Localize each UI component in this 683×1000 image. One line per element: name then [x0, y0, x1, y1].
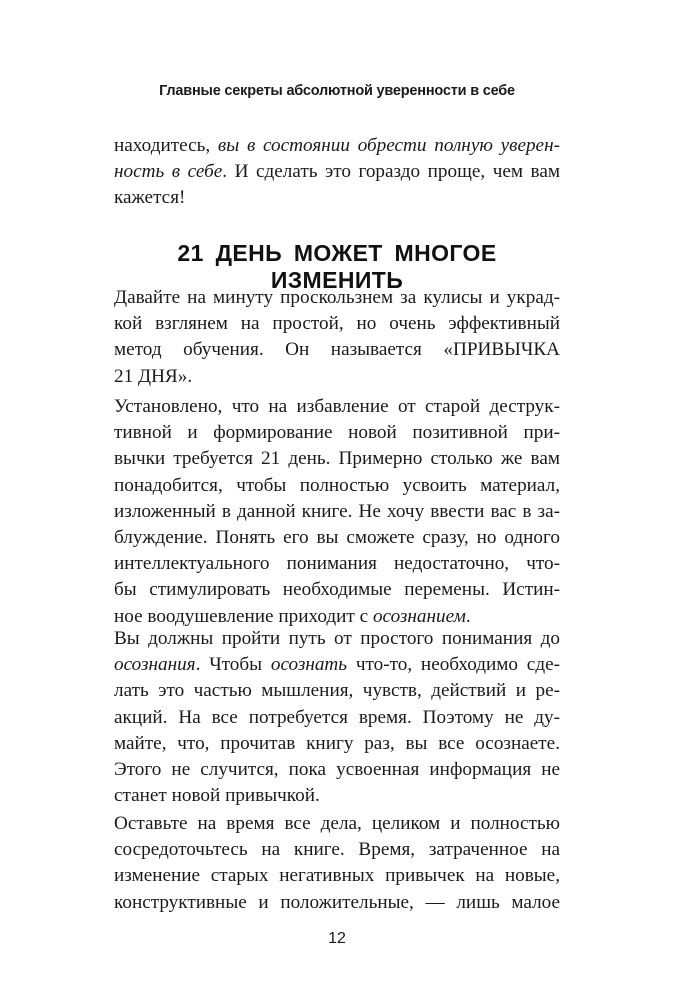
page-number: 12: [328, 930, 346, 947]
paragraph-line: вычки требуется 21 день. Примерно столько же вам: [114, 448, 560, 470]
intro-line-2: ность в себе. И сделать это гораздо проще, чем вам: [114, 161, 560, 183]
paragraph-line: тивной и формирование новой позитивной при-: [114, 422, 560, 444]
intro-paragraph: [114, 133, 560, 212]
section-heading: 21 ДЕНЬ МОЖЕТ МНОГОЕ ИЗМЕНИТЬ: [177, 240, 497, 293]
paragraph-line: бы стимулировать необходимые перемены. Истин-: [114, 579, 560, 601]
paragraph-line: Оставьте на время все дела, целиком и полностью: [114, 813, 560, 834]
intro-line-3: кажется!: [114, 187, 186, 209]
paragraph-line: интеллектуального понимания недостаточно, что-: [114, 553, 560, 575]
paragraph-line: блуждение. Понять его вы сможете сразу, но одного: [114, 527, 560, 549]
paragraph-line: майте, что, прочитав книгу раз, вы все осознаете.: [114, 732, 560, 754]
paragraph-line: сосредоточьтесь на книге. Время, затраченное на: [114, 839, 560, 861]
paragraph-line: 21 ДНЯ».: [114, 365, 193, 387]
paragraph-line: Давайте на минуту проскользнем за кулисы и украд-: [114, 287, 560, 308]
paragraph-line: конструктивные и положительные, — лишь малое: [114, 891, 560, 913]
running-header: Главные секреты абсолютной уверенности в себе: [159, 83, 515, 99]
paragraph-2: [114, 394, 560, 630]
intro-line-1: находитесь, вы в состоянии обрести полную уверен-: [114, 135, 560, 156]
paragraph-line: метод обучения. Он называется «ПРИВЫЧКА: [114, 339, 560, 361]
paragraph-line: изложенный в данной книге. Не хочу ввести вас в за-: [114, 500, 560, 522]
paragraph-line: осознания. Чтобы осознать что-то, необходимо сде-: [114, 654, 560, 676]
paragraph-line: понадобится, чтобы полностью усвоить материал,: [114, 474, 560, 496]
paragraph-3: [114, 626, 560, 809]
paragraph-line: станет новой привычкой.: [114, 785, 320, 807]
paragraph-line: Вы должны пройти путь от простого понимания до: [114, 628, 560, 649]
paragraph-4: [114, 811, 560, 916]
paragraph-line: Этого не случится, пока усвоенная информация не: [114, 759, 560, 781]
paragraph-line: акций. На все потребуется время. Поэтому не ду-: [114, 706, 560, 728]
paragraph-line: Установлено, что на избавление от старой деструк-: [114, 396, 560, 417]
paragraph-line: лать это частью мышления, чувств, действий и ре-: [114, 680, 560, 702]
paragraph-1: [114, 285, 560, 390]
paragraph-line: ное воодушевление приходит с осознанием.: [114, 605, 471, 627]
paragraph-line: изменение старых негативных привычек на новые,: [114, 865, 560, 887]
paragraph-line: кой взглянем на простой, но очень эффективный: [114, 313, 560, 335]
